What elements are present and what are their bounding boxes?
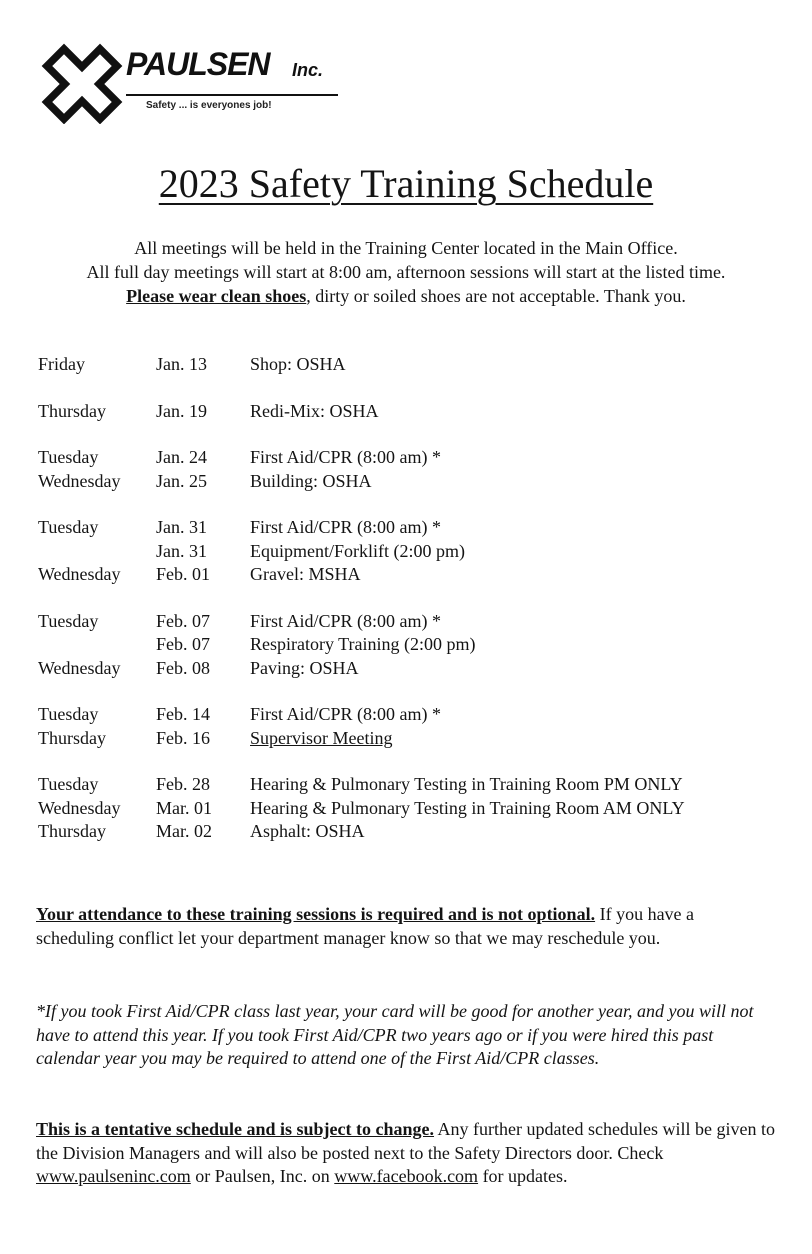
page-title bbox=[0, 160, 812, 207]
schedule-event: Paving: OSHA bbox=[250, 657, 359, 678]
schedule-row bbox=[38, 728, 778, 752]
schedule-event: First Aid/CPR (8:00 am) * bbox=[250, 447, 442, 467]
schedule-date: Feb. 16 bbox=[156, 727, 210, 748]
page-title-text: 2023 Safety Training Schedule bbox=[158, 161, 654, 206]
schedule-event: Asphalt: OSHA bbox=[250, 821, 365, 841]
tentative-text: or Paulsen, Inc. on bbox=[190, 1166, 335, 1186]
shoes-requirement: Please wear clean shoes bbox=[126, 286, 307, 306]
schedule-event: Supervisor Meeting bbox=[250, 727, 393, 748]
schedule-date: Feb. 01 bbox=[156, 564, 210, 584]
schedule-date: Jan. 31 bbox=[156, 517, 207, 537]
schedule-day: Wednesday bbox=[38, 657, 121, 678]
schedule-date: Jan. 25 bbox=[156, 470, 207, 491]
schedule-date: Jan. 24 bbox=[156, 447, 207, 467]
attendance-details: If you have a scheduling conflict let your department manager know so that we may reschedule you. bbox=[36, 904, 695, 948]
schedule-row bbox=[38, 704, 778, 728]
cpr-footnote: *If you took First Aid/CPR class last year, your card will be good for another year, and you will not have to attend this year. If you took First Aid/CPR two years ago or if you were hired this past calendar year you may be required to attend one of the First Aid/CPR classes. bbox=[36, 1001, 754, 1068]
tentative-text: Any further updated schedules will be given to the Division Managers and will also be posted next to the Safety Directors door. Check bbox=[36, 1119, 775, 1163]
schedule-date: Feb. 14 bbox=[156, 704, 210, 724]
schedule-day: Tuesday bbox=[38, 447, 99, 467]
schedule-event: First Aid/CPR (8:00 am) * bbox=[250, 517, 442, 537]
tentative-notice bbox=[36, 1118, 776, 1189]
brand-name: PAULSEN bbox=[126, 46, 270, 82]
intro-line-shoes bbox=[0, 284, 812, 308]
tentative-lead: This is a tentative schedule and is subject to change. bbox=[36, 1119, 435, 1139]
schedule-row bbox=[38, 798, 778, 822]
schedule-day: Tuesday bbox=[38, 517, 99, 537]
schedule-day: Wednesday bbox=[38, 564, 121, 584]
brand-underline bbox=[126, 94, 338, 96]
schedule-date: Feb. 07 bbox=[156, 634, 210, 654]
schedule-row bbox=[38, 541, 778, 565]
schedule-event: First Aid/CPR (8:00 am) * bbox=[250, 704, 442, 724]
schedule-event: Gravel: MSHA bbox=[250, 564, 361, 584]
schedule-date: Jan. 19 bbox=[156, 400, 207, 421]
schedule-date: Mar. 01 bbox=[156, 797, 212, 818]
brand-suffix: Inc. bbox=[292, 60, 324, 80]
attendance-required: Your attendance to these training sessions is required and is not optional. bbox=[36, 904, 596, 924]
schedule-event: Shop: OSHA bbox=[250, 354, 346, 374]
schedule-row bbox=[38, 634, 778, 658]
schedule-day: Tuesday bbox=[38, 610, 99, 631]
tentative-text: for updates. bbox=[478, 1166, 568, 1186]
schedule-date: Jan. 13 bbox=[156, 354, 207, 374]
schedule-row bbox=[38, 658, 778, 682]
schedule-day: Wednesday bbox=[38, 470, 121, 491]
intro-line-location: All meetings will be held in the Training Center located in the Main Office. bbox=[134, 238, 678, 258]
schedule-day: Wednesday bbox=[38, 797, 121, 818]
schedule-day: Thursday bbox=[38, 400, 106, 421]
schedule-day: Thursday bbox=[38, 727, 106, 748]
schedule-row bbox=[38, 447, 778, 471]
schedule-event: Hearing & Pulmonary Testing in Training Room PM ONLY bbox=[250, 774, 683, 794]
schedule-date: Mar. 02 bbox=[156, 821, 212, 841]
paulsen-website-link[interactable]: www.paulseninc.com bbox=[36, 1166, 191, 1186]
brand-tagline: Safety ... is everyones job! bbox=[146, 100, 272, 111]
attendance-notice bbox=[36, 903, 776, 950]
schedule-day: Friday bbox=[38, 354, 85, 374]
intro-notice bbox=[0, 236, 812, 308]
training-schedule bbox=[38, 354, 778, 845]
schedule-row bbox=[38, 517, 778, 541]
schedule-event: Equipment/Forklift (2:00 pm) bbox=[250, 540, 465, 561]
schedule-day: Tuesday bbox=[38, 704, 99, 724]
schedule-day: Tuesday bbox=[38, 774, 99, 794]
schedule-row bbox=[38, 821, 778, 845]
schedule-row bbox=[38, 611, 778, 635]
schedule-row bbox=[38, 471, 778, 495]
schedule-date: Feb. 08 bbox=[156, 657, 210, 678]
schedule-event: First Aid/CPR (8:00 am) * bbox=[250, 610, 442, 631]
intro-line-start-times: All full day meetings will start at 8:00 am, afternoon sessions will start at the listed time. bbox=[86, 262, 726, 282]
shoes-requirement-rest: , dirty or soiled shoes are not acceptable. Thank you. bbox=[306, 286, 686, 306]
schedule-event: Redi-Mix: OSHA bbox=[250, 400, 379, 421]
schedule-row bbox=[38, 354, 778, 378]
facebook-link[interactable]: www.facebook.com bbox=[334, 1166, 479, 1186]
schedule-event: Building: OSHA bbox=[250, 470, 372, 491]
schedule-row bbox=[38, 774, 778, 798]
schedule-row bbox=[38, 401, 778, 425]
schedule-date: Jan. 31 bbox=[156, 540, 207, 561]
company-logo bbox=[40, 42, 340, 124]
schedule-event: Respiratory Training (2:00 pm) bbox=[250, 634, 476, 654]
schedule-row bbox=[38, 564, 778, 588]
schedule-day: Thursday bbox=[38, 821, 106, 841]
schedule-date: Feb. 07 bbox=[156, 610, 210, 631]
paulsen-emblem-icon bbox=[40, 42, 124, 124]
schedule-date: Feb. 28 bbox=[156, 774, 210, 794]
schedule-event: Hearing & Pulmonary Testing in Training Room AM ONLY bbox=[250, 797, 685, 818]
